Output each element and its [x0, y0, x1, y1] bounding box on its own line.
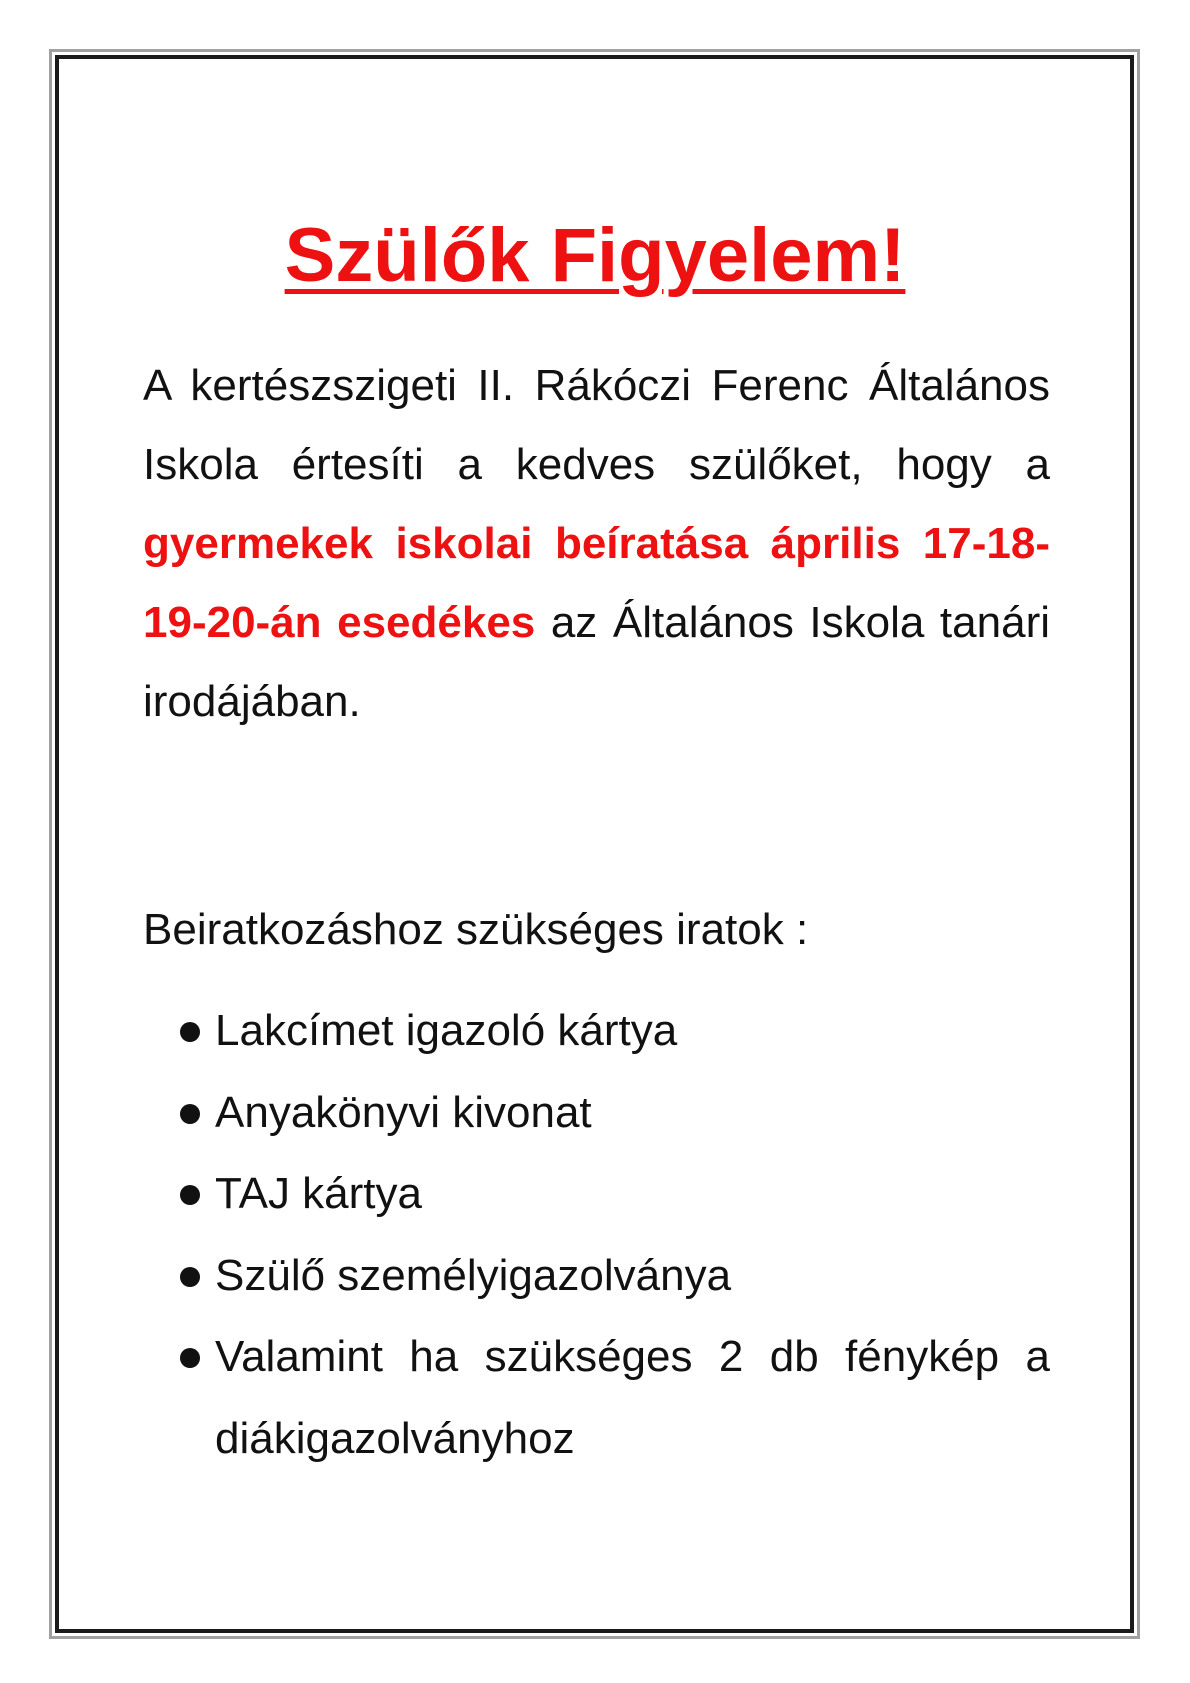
paragraph-highlight: gyermekek iskolai beíratása április 17-18-19-20-án esedékes — [143, 519, 1050, 647]
bullet-icon — [180, 1104, 200, 1124]
notice-title: Szülők Figyelem! — [284, 212, 906, 298]
documents-heading: Beiratkozáshoz szükséges iratok : — [143, 905, 809, 954]
list-item: TAJ kártya — [180, 1153, 1050, 1235]
bullet-icon — [180, 1185, 200, 1205]
bullet-icon — [180, 1022, 200, 1042]
list-item: Lakcímet igazoló kártya — [180, 990, 1050, 1072]
list-item: Szülő személyigazolványa — [180, 1235, 1050, 1317]
notice-paragraph — [143, 346, 1050, 741]
paragraph-intro: A kertészszigeti II. Rákóczi Ferenc Általános Iskola értesíti a kedves szülőket, hogy a — [143, 361, 1050, 489]
bullet-icon — [180, 1348, 200, 1368]
documents-list — [180, 990, 1050, 1479]
list-item: Anyakönyvi kivonat — [180, 1072, 1050, 1154]
bullet-icon — [180, 1267, 200, 1287]
list-item: Valamint ha szükséges 2 db fénykép a diákigazolványhoz — [180, 1316, 1050, 1479]
paragraph-outro: az Általános Iskola tanári irodájában. — [143, 598, 1050, 726]
